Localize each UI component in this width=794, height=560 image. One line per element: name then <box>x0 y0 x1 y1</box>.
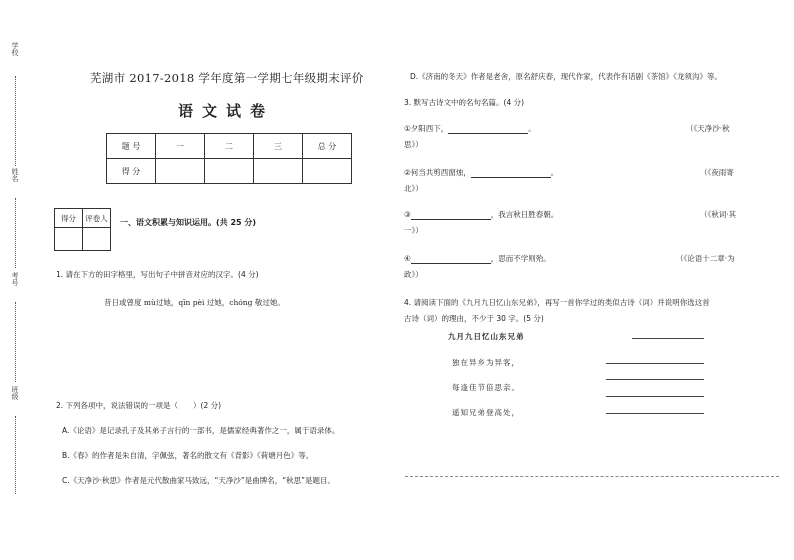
q3-item3-blank[interactable] <box>411 219 491 220</box>
q3-item1-source-a: （《天净沙·秋 <box>686 124 730 133</box>
binding-label-class: 班级 <box>11 386 19 400</box>
q3-item2-blank[interactable] <box>471 177 551 178</box>
q3-item2-post: 。 <box>550 168 559 177</box>
binding-label-name: 姓名 <box>11 168 19 182</box>
q3-item1-pre: ①夕阳西下， <box>404 124 449 133</box>
q3-item3-source-b: 一》） <box>404 226 423 235</box>
q3-item4-blank[interactable] <box>411 263 491 264</box>
binding-dots <box>15 302 18 382</box>
poem-line-3: 遥知兄弟登高处， <box>452 408 520 417</box>
answer-line[interactable] <box>606 396 704 397</box>
score-cell[interactable] <box>254 159 303 184</box>
q1-text: 1. 请在下方的田字格里，写出句子中拼音对应的汉字。(4 分) <box>56 270 259 279</box>
grader-score-label: 得分 <box>55 209 83 228</box>
grader-name-label: 评卷人 <box>83 209 111 228</box>
q3-item4-post: ，思而不学则殆。 <box>490 254 551 263</box>
score-table-col: 一 <box>156 134 205 159</box>
q3-item1-post: 。 <box>528 124 536 133</box>
binding-margin <box>4 40 26 500</box>
poem-title: 九月九日忆山东兄弟 <box>448 332 525 341</box>
score-cell[interactable] <box>303 159 352 184</box>
binding-label-school: 学校 <box>11 42 19 56</box>
score-cell[interactable] <box>156 159 205 184</box>
answer-line[interactable] <box>606 363 704 364</box>
q3-item2-source-a: （《夜雨寄 <box>700 168 734 177</box>
q2-option-b[interactable]: B.《春》的作者是朱自清，字佩弦，著名的散文有《背影》《荷塘月色》等。 <box>62 451 314 460</box>
q3-item3 <box>404 210 558 220</box>
q1-sentence: 昔日或曾度 mù过她，qīn pèi 过她，chóng 敬过她。 <box>104 298 285 307</box>
bottom-divider <box>405 476 779 477</box>
answer-line[interactable] <box>632 338 704 339</box>
binding-dots <box>15 416 18 494</box>
poem-line-1: 独在异乡为异客， <box>452 358 520 367</box>
binding-dots <box>15 198 18 268</box>
q3-item4-source-b: 政》） <box>404 270 423 279</box>
q3-item1-source-b: 思》） <box>404 140 423 149</box>
score-table <box>106 133 352 184</box>
q3-item3-pre: ③ <box>404 210 411 219</box>
score-table-col: 总 分 <box>303 134 352 159</box>
score-table-col: 二 <box>205 134 254 159</box>
grader-name-cell[interactable] <box>83 228 111 251</box>
score-table-row-label: 得 分 <box>107 159 156 184</box>
q2-option-c[interactable]: C.《天净沙·秋思》作者是元代散曲家马致远，“天净沙”是曲牌名，“秋思”是题目。 <box>62 476 336 485</box>
q3-item4 <box>404 254 551 264</box>
section1-title: 一、语文积累与知识运用。(共 25 分) <box>120 218 257 227</box>
q2-text: 2. 下列各项中，说法错误的一项是（ ）(2 分) <box>56 401 222 410</box>
binding-dots <box>15 76 18 166</box>
q3-item2-pre: ②何当共剪西窗烛， <box>404 168 471 177</box>
grader-score-cell[interactable] <box>55 228 83 251</box>
q2-option-a[interactable]: A.《论语》是记录孔子及其弟子言行的一部书，是儒家经典著作之一，属于语录体。 <box>62 426 340 435</box>
exam-title: 芜湖市 2017-2018 学年度第一学期七年级期末评价 <box>90 71 364 85</box>
score-table-col: 三 <box>254 134 303 159</box>
q2-option-d[interactable]: D.《济南的冬天》作者是老舍，原名舒庆春，现代作家，代表作有话剧《茶馆》《龙须沟》等。 <box>410 72 722 81</box>
binding-label-exam-number: 考号 <box>11 272 19 286</box>
q3-text: 3. 默写古诗文中的名句名篇。(4 分) <box>404 98 525 107</box>
q3-item1 <box>404 124 536 134</box>
q3-item4-source-a: （《论语十二章·为 <box>676 254 735 263</box>
q3-item3-post: ，我言秋日胜春朝。 <box>490 210 559 219</box>
q3-item3-source-a: （《秋词·其 <box>700 210 737 219</box>
q3-item1-blank[interactable] <box>448 133 528 134</box>
score-cell[interactable] <box>205 159 254 184</box>
q4-text-line1: 4. 请阅读下面的《九月九日忆山东兄弟》，再写一首你学过的类似古诗（词）并说明你选这首 <box>404 298 710 307</box>
q3-item2 <box>404 168 558 178</box>
score-table-header-label: 题 号 <box>107 134 156 159</box>
q4-text-line2: 古诗（词）的理由，不少于 30 字。(5 分) <box>404 314 544 323</box>
answer-line[interactable] <box>606 379 704 380</box>
poem-line-2: 每逢佳节倍思亲。 <box>452 383 520 392</box>
q3-item4-pre: ④ <box>404 254 411 263</box>
answer-line[interactable] <box>606 413 704 414</box>
grader-table <box>54 208 111 251</box>
exam-subtitle: 语文试卷 <box>178 102 275 120</box>
q3-item2-source-b: 北》） <box>404 184 423 193</box>
